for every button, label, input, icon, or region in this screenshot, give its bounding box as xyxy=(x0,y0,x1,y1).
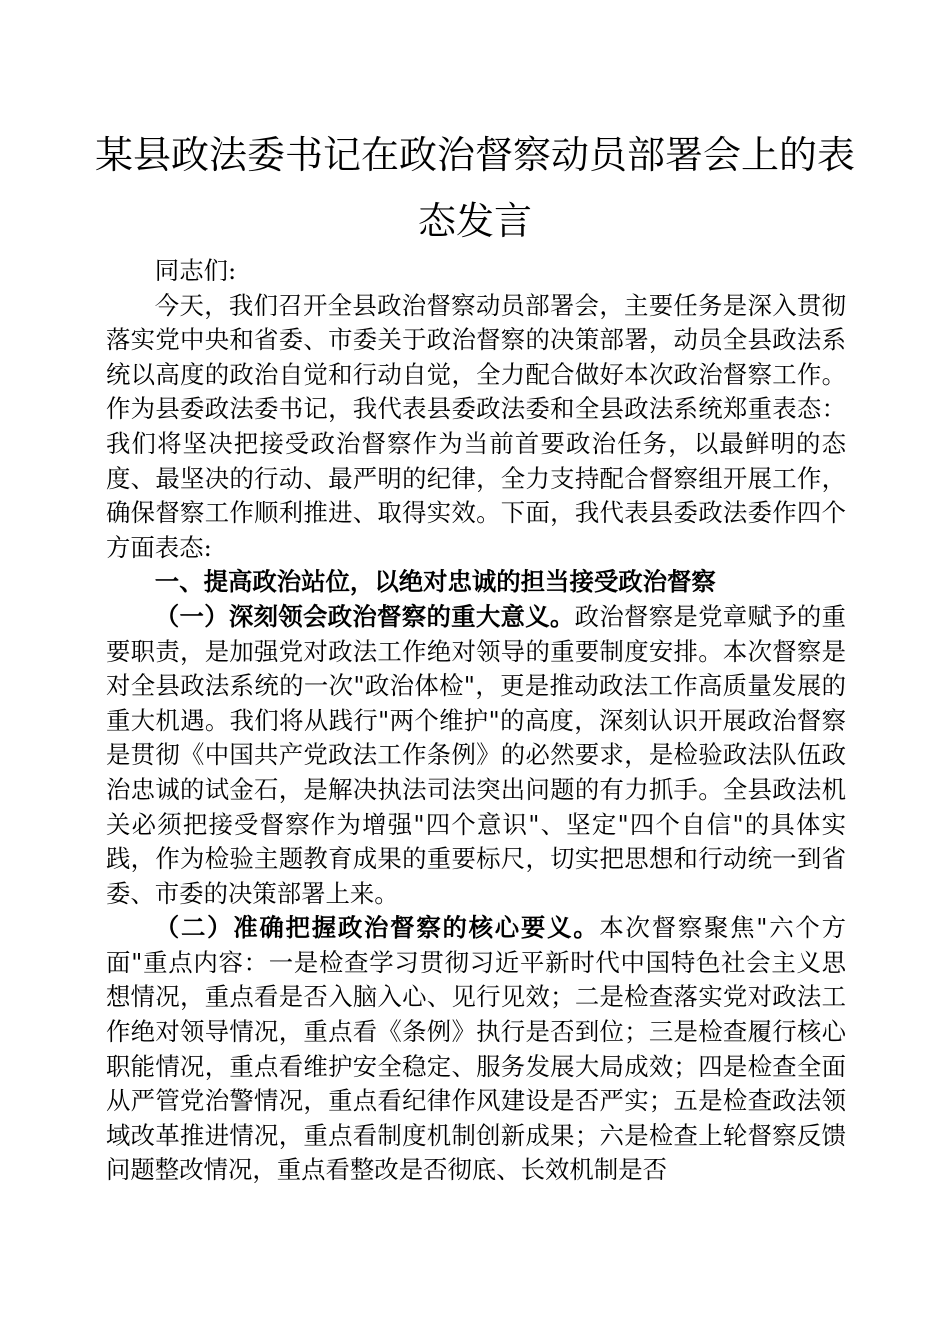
item-paragraph-1 xyxy=(106,600,846,911)
document-body xyxy=(106,254,846,1188)
intro-paragraph: 今天，我们召开全县政治督察动员部署会，主要任务是深入贯彻落实党中央和省委、市委关于政治督察的决策部署，动员全县政法系统以高度的政治自觉和行动自觉，全力配合做好本次政治督察工作。作为县委政法委书记，我代表县委政法委和全县政法系统郑重表态：我们将坚决把接受政治督察作为当前首要政治任务，以最鲜明的态度、最坚决的行动、最严明的纪律，全力支持配合督察组开展工作，确保督察工作顺利推进、取得实效。下面，我代表县委政法委作四个方面表态: xyxy=(106,290,846,562)
document-title: 某县政法委书记在政治督察动员部署会上的表态发言 xyxy=(94,133,855,243)
item-text-2: 本次督察聚焦"六个方面"重点内容：一是检查学习贯彻习近平新时代中国特色社会主义思想情况，重点看是否入脑入心、见行见效；二是检查落实党对政法工作绝对领导情况，重点看《条例》执行是否到位；三是检查履行核心职能情况，重点看维护安全稳定、服务发展大局成效；四是检查全面从严管党治警情况，重点看纪律作风建设是否严实；五是检查政法领域改革推进情况，重点看制度机制创新成果；六是检查上轮督察反馈问题整改情况，重点看整改是否彻底、长效机制是否 xyxy=(106,913,846,1185)
item-text-1: 政治督察是党章赋予的重要职责，是加强党对政法工作绝对领导的重要制度安排。本次督察是对全县政法系统的一次"政治体检"，更是推动政法工作高质量发展的重大机遇。我们将从践行"两个维护"的高度，深刻认识开展政治督察是贯彻《中国共产党政法工作条例》的必然要求，是检验政法队伍政治忠诚的试金石，是解决执法司法突出问题的有力抓手。全县政法机关必须把接受督察作为增强"四个意识"、坚定"四个自信"的具体实践，作为检验主题教育成果的重要标尺，切实把思想和行动统一到省委、市委的决策部署上来。 xyxy=(106,601,846,908)
item-lead-1: （一）深刻领会政治督察的重大意义。 xyxy=(154,601,575,631)
section-heading-1: 一、提高政治站位，以绝对忠诚的担当接受政治督察 xyxy=(154,567,716,597)
item-paragraph-2 xyxy=(106,911,846,1188)
item-lead-2: （二）准确把握政治督察的核心要义。 xyxy=(154,913,600,943)
salutation: 同志们: xyxy=(154,256,237,285)
